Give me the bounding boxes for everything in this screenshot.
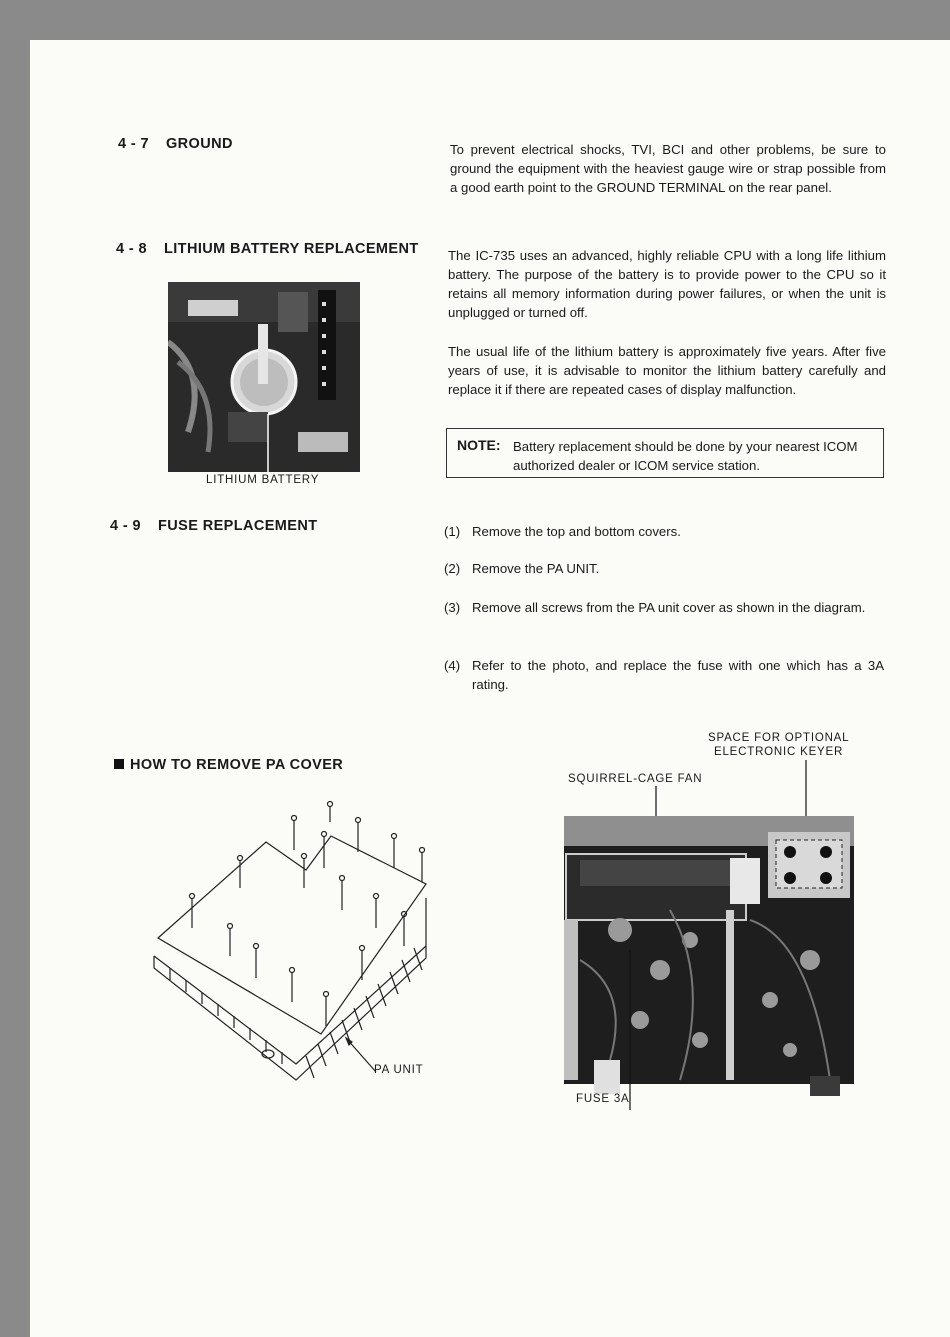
- step-number: (4): [444, 658, 461, 673]
- section-heading-ground: [118, 136, 233, 152]
- note-label: NOTE:: [457, 437, 501, 453]
- step-text: Remove the PA UNIT.: [472, 561, 600, 576]
- fuse-step: [444, 522, 884, 541]
- step-number: (3): [444, 600, 461, 615]
- fuse-step: [444, 656, 884, 694]
- battery-paragraph-1: The IC-735 uses an advanced, highly reliable CPU with a long life lithium battery. The purpose of the battery is to provide power to the CPU so it retains all memory information during power failures, or when the unit is unplugged or turned off.: [448, 248, 886, 320]
- fan-label: SQUIRREL-CAGE FAN: [568, 773, 703, 785]
- section-number: 4 - 8: [116, 241, 148, 257]
- section-heading-battery: [116, 241, 419, 257]
- space-label-line2: ELECTRONIC KEYER: [714, 746, 844, 758]
- battery-photo-caption: LITHIUM BATTERY: [206, 474, 320, 486]
- pa-cover-title: HOW TO REMOVE PA COVER: [130, 757, 344, 773]
- note-box: [446, 428, 884, 478]
- pa-unit-label: PA UNIT: [374, 1064, 424, 1076]
- section-number: 4 - 7: [118, 136, 150, 152]
- step-text: Refer to the photo, and replace the fuse with one which has a 3A rating.: [472, 658, 884, 692]
- lithium-battery-photo: [168, 282, 360, 472]
- chassis-photo: [550, 760, 860, 1110]
- fuse-step: [444, 598, 884, 617]
- battery-paragraph-2: The usual life of the lithium battery is approximately five years. After five years of use, it is advisable to monitor the lithium battery carefully and replace it if there are repeated cases of display malfunction.: [448, 344, 886, 397]
- fuse-step: [444, 559, 884, 578]
- section-number: 4 - 9: [110, 518, 142, 534]
- ground-paragraph: To prevent electrical shocks, TVI, BCI and other problems, be sure to ground the equipment with the heaviest gauge wire or strap possible from a good earth point to the GROUND TERMINAL on the rear panel.: [450, 142, 886, 195]
- step-text: Remove the top and bottom covers.: [472, 524, 681, 539]
- space-label-line1: SPACE FOR OPTIONAL: [708, 732, 850, 744]
- pa-cover-diagram: [146, 798, 436, 1088]
- section-title: GROUND: [166, 136, 233, 152]
- fuse-label: FUSE 3A: [576, 1093, 630, 1105]
- square-bullet-icon: [114, 759, 124, 769]
- note-text: Battery replacement should be done by your nearest ICOM authorized dealer or ICOM service station.: [513, 439, 858, 473]
- step-number: (2): [444, 561, 461, 576]
- step-number: (1): [444, 524, 461, 539]
- section-heading-fuse: [110, 518, 317, 534]
- section-title: FUSE REPLACEMENT: [158, 518, 318, 534]
- step-text: Remove all screws from the PA unit cover as shown in the diagram.: [472, 600, 866, 615]
- pa-cover-heading: [114, 757, 343, 773]
- manual-page: [30, 40, 950, 1337]
- section-title: LITHIUM BATTERY REPLACEMENT: [164, 241, 419, 257]
